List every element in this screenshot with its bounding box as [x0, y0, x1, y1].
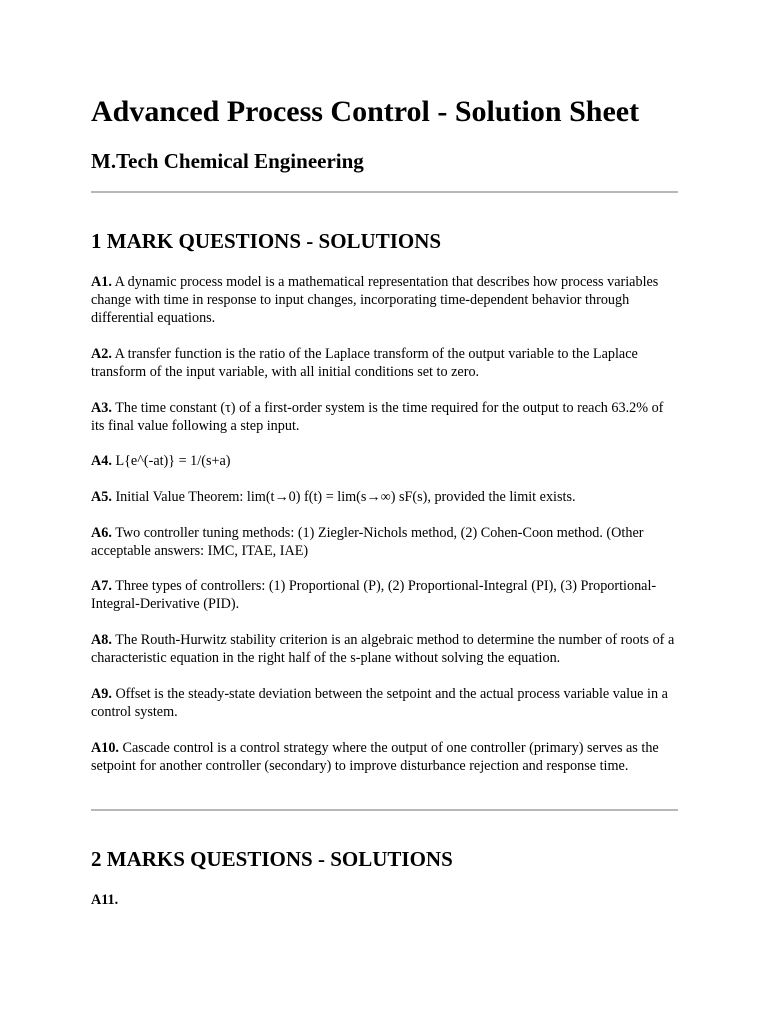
- answer-a3: [91, 399, 678, 435]
- answer-a6: [91, 524, 678, 560]
- answer-text: Two controller tuning methods: (1) Ziegler-Nichols method, (2) Cohen-Coon method. (Other acceptable answers: IMC, ITAE, IAE): [91, 525, 644, 559]
- answer-a7: [91, 577, 678, 613]
- divider: [91, 809, 678, 811]
- answer-label: A3.: [91, 400, 112, 416]
- answer-label: A8.: [91, 632, 112, 648]
- answer-text: A dynamic process model is a mathematical representation that describes how process variables change with time in response to input changes, incorporating time-dependent behavior through differential equations.: [91, 274, 659, 326]
- answer-label: A2.: [91, 346, 112, 362]
- answer-label: A5.: [91, 489, 112, 505]
- answer-text: Three types of controllers: (1) Proportional (P), (2) Proportional-Integral (PI), (3) Proportional-Integral-Derivative (PID).: [91, 578, 657, 612]
- section-heading-1-mark: 1 MARK QUESTIONS - SOLUTIONS: [91, 229, 442, 253]
- answer-a4: [91, 452, 678, 470]
- answer-text: Cascade control is a control strategy where the output of one controller (primary) serves as the setpoint for another controller (secondary) to improve disturbance rejection and response time.: [91, 740, 659, 774]
- answer-label: A1.: [91, 274, 112, 290]
- answer-label: A7.: [91, 578, 112, 594]
- answer-label: A9.: [91, 686, 112, 702]
- answer-text: The time constant (τ) of a first-order system is the time required for the output to reach 63.2% of its final value following a step input.: [91, 400, 664, 434]
- answer-text: Offset is the steady-state deviation between the setpoint and the actual process variable value in a control system.: [91, 686, 668, 720]
- answer-a1: [91, 273, 678, 327]
- answer-a9: [91, 685, 678, 721]
- answer-text: A transfer function is the ratio of the Laplace transform of the output variable to the Laplace transform of the input variable, with all initial conditions set to zero.: [91, 346, 638, 380]
- divider: [91, 191, 678, 193]
- page-subtitle: M.Tech Chemical Engineering: [91, 149, 364, 173]
- answer-a2: [91, 345, 678, 381]
- answer-label: A11.: [91, 892, 119, 908]
- answer-label: A10.: [91, 740, 119, 756]
- answer-text: L{e^(-at)} = 1/(s+a): [115, 453, 231, 469]
- page-title: Advanced Process Control - Solution Sheet: [91, 95, 640, 128]
- answer-a10: [91, 739, 678, 775]
- answer-text: Initial Value Theorem: lim(t→0) f(t) = lim(s→∞) sF(s), provided the limit exists.: [115, 489, 576, 505]
- answer-a11: [91, 891, 678, 909]
- answer-label: A6.: [91, 525, 112, 541]
- section-heading-2-marks: 2 MARKS QUESTIONS - SOLUTIONS: [91, 847, 453, 871]
- answer-a8: [91, 631, 678, 667]
- answer-label: A4.: [91, 453, 112, 469]
- answer-text: The Routh-Hurwitz stability criterion is an algebraic method to determine the number of roots of a characteristic equation in the right half of the s-plane without solving the equation.: [91, 632, 675, 666]
- answer-a5: [91, 488, 678, 506]
